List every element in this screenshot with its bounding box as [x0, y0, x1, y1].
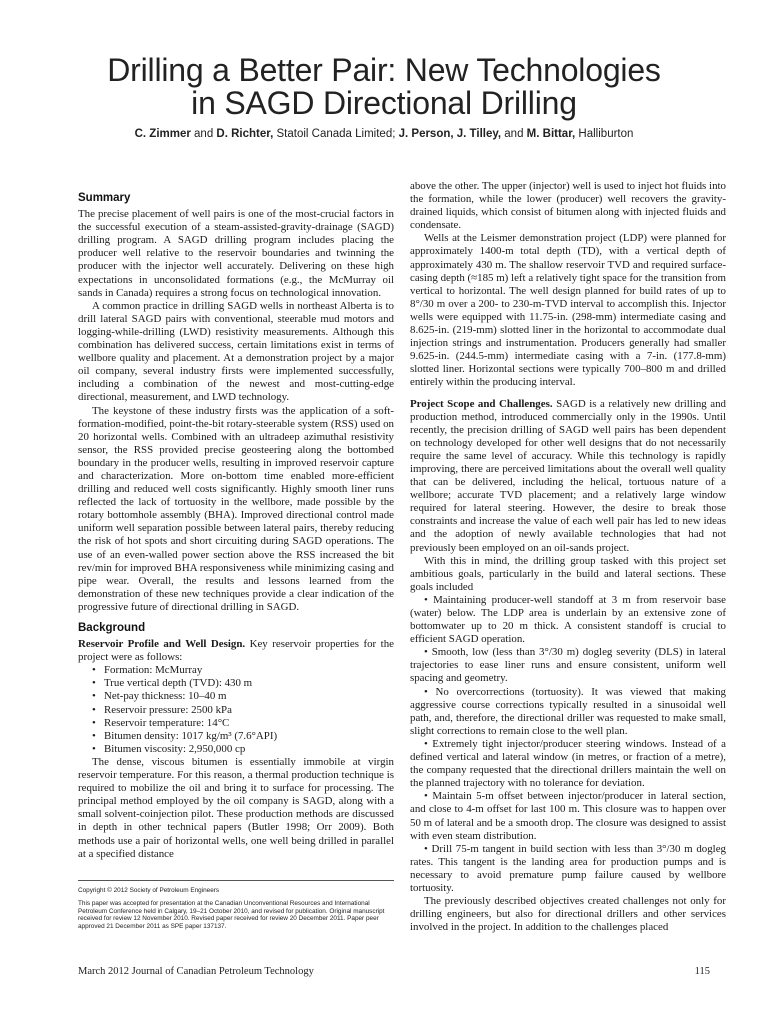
list-item: • True vertical depth (TVD): 430 m	[92, 677, 394, 690]
list-item: • Drill 75-m tangent in build section with less than 3°/30 m dogleg rates. This tangent is the landing area for production pumps and is necessary to avoid premature pump failure caused by wellbore tortuosity.	[410, 842, 726, 894]
reservoir-intro-text: Key reservoir properties for the project were as follows:	[78, 638, 394, 664]
copyright-line: Copyright © 2012 Society of Petroleum Engineers	[78, 887, 220, 894]
summary-paragraph-3: The keystone of these industry firsts was the application of a soft-formation-modified, point-the-bit rotary-steerable system (RSS) used on 20 horizontal wells. Combined with an ultradeep azimuthal resistivity sensor, the RSS provided precise geosteering along the bottombed boundary in the producer wells, resulting in improved reservoir capture and characterization. More on-bottom time enabled more-efficient drilling and reduced well costs significantly. Highly smooth liner runs reflected the lack of tortuosity in the wellbore, made possible by the rotary bottomhole assembly (BHA). Improved directional control made uniform well separation possible between lateral pairs, thereby reducing the risk of hot spots and short circuiting during SAGD operations. The use of an even-walled power section above the RSS increased the bit rev/min for improved BHA responsiveness while minimizing casing and pipe wear. Overall, the results and lessons learned from the demonstration of these new techniques provide a clear indication of the progressive future of directional drilling in SAGD.	[78, 404, 394, 613]
author-bittar: M. Bittar,	[526, 128, 576, 140]
list-item: • Bitumen density: 1017 kg/m³ (7.6°API)	[92, 730, 394, 743]
scope-paragraph	[410, 398, 726, 555]
reservoir-runin-heading: Reservoir Profile and Well Design.	[78, 638, 246, 651]
title-line-2: in SAGD Directional Drilling	[191, 85, 577, 121]
list-item: • Extremely tight injector/producer steering windows. Instead of a defined vertical and lateral window (in metres, or fraction of a metre), the company requested that the directional drillers maintain the well on the planned trajectory with no tolerance for deviation.	[410, 737, 726, 790]
author-and: and	[501, 128, 527, 140]
scope-runin-heading: Project Scope and Challenges.	[410, 397, 553, 410]
submission-note: This paper was accepted for presentation at the Canadian Unconventional Resources and International Petroleum Conference held in Calgary, 19–21 October 2010, and revised for publication. Original manuscript received for review 12 November 2010. Revised paper received for review 20 December 2011. Paper peer approved 21 December 2011 as SPE paper 137137.	[78, 899, 385, 931]
list-item: • Net-pay thickness: 10–40 m	[92, 690, 394, 703]
author-line	[0, 128, 768, 140]
title-line-1: Drilling a Better Pair: New Technologies	[107, 52, 661, 88]
list-item: • Smooth, low (less than 3°/30 m) dogleg severity (DLS) in lateral trajectories to ease liner runs and ensure consistent, uniform well spacing and geometry.	[410, 646, 726, 685]
right-paragraph-2: Wells at the Leismer demonstration project (LDP) were planned for approximately 1400-m total depth (TD), with a vertical depth of approximately 430 m. The shallow reservoir TVD and required surface-casing depth (≈185 m) left a relatively tight space for the transition from vertical to horizontal. The well design planned for build rates of up to 8°/30 m over a 200- to 230-m-TVD interval to accomplish this. Injector wells were equipped with 11.75-in. (298-mm) intermediate casing and 8.625-in. (219-mm) slotted liner in the horizontal to accommodate dual injection strings and instrumentation. Producers generally had smaller 9.625-in. (244.5-mm) intermediate casing with a 7-in. (177.8-mm) slotted liner. Horizontal sections were typically 700–800 m and drilled entirely within the producing interval.	[410, 232, 726, 389]
list-item: • Bitumen viscosity: 2,950,000 cp	[92, 743, 394, 756]
challenges-paragraph: The previously described objectives created challenges not only for drilling engineers, but also for directional drillers and other services involved in the project. In addition to the challenges placed	[410, 895, 726, 934]
list-item: • No overcorrections (tortuosity). It was viewed that making aggressive course corrections typically resulted in a sinusoidal well path, and, therefore, the directional driller was requested to make small, slight corrections to remain close to the well plan.	[410, 685, 726, 737]
reservoir-properties-list	[78, 664, 394, 756]
paper-title	[0, 54, 768, 120]
list-item: • Reservoir pressure: 2500 kPa	[92, 704, 394, 717]
footnote-divider	[78, 880, 394, 881]
page-number: 115	[694, 966, 710, 977]
background-paragraph: The dense, viscous bitumen is essentially immobile at virgin reservoir temperature. For this reason, a thermal production technique is required to mobilize the oil and bring it to surface for processing. The principal method employed by the oil company is SAGD, along with a small solvent-coinjection pilot. These production methods are discussed in depth in other technical papers (Butler 1998; Orr 2009). Both methods use a pair of horizontal wells, one well being drilled in parallel at a specified distance	[78, 755, 394, 860]
author-and: and	[190, 128, 217, 140]
right-paragraph-1: above the other. The upper (injector) well is used to inject hot fluids into the formation, while the lower (producer) well recovers the gravity-drained liquids, which consist of bitumen along with injected fluids and condensate.	[410, 180, 726, 232]
reservoir-intro	[78, 638, 394, 664]
goals-intro: With this in mind, the drilling group tasked with this project set ambitious goals, particularly in the build and lateral sections. These goals included	[410, 554, 726, 593]
summary-heading: Summary	[78, 192, 131, 204]
summary-paragraph-1: The precise placement of well pairs is one of the most-crucial factors in the successful execution of a steam-assisted-gravity-drainage (SAGD) drilling program. A SAGD drilling program includes placing the producer well relative to the reservoir boundaries and twinning the producer with the injector well accurately. Delivering on these high expectations in unconsolidated formations (e.g., the McMurray oil sands in Canada) requires a strong focus on technological innovation.	[78, 208, 394, 299]
journal-footer: March 2012 Journal of Canadian Petroleum Technology	[78, 966, 314, 977]
background-heading: Background	[78, 622, 146, 634]
list-item: • Reservoir temperature: 14°C	[92, 717, 394, 730]
summary-paragraph-2: A common practice in drilling SAGD wells in northeast Alberta is to drill lateral SAGD pairs with conventional, steerable mud motors and logging-while-drilling (LWD) resistivity measurements. Although this combination has delivered success, certain limitations exist in terms of wellbore quality and placement. At a demonstration project by a major oil company, several industry firsts were implemented successfully, including a combination of the newest and most-cutting-edge directional, measurement, and LWD technology.	[78, 299, 394, 404]
list-item: • Formation: McMurray	[92, 664, 394, 677]
list-item: • Maintain 5-m offset between injector/producer in lateral section, and close to 4-m offset for last 100 m. This closure was to happen over 50 m of lateral and be a smooth drop. The closure was designed to assist with even steam distribution.	[410, 790, 726, 842]
right-column	[410, 180, 726, 934]
author-person-tilley: J. Person, J. Tilley,	[398, 128, 502, 140]
author-zimmer: C. Zimmer	[134, 128, 191, 140]
scope-text: SAGD is a relatively new drilling and production method, introduced commercially only in the 1990s. Until recently, the precision drilling of SAGD well pairs has been dependent on technology developed for other well designs that do not necessarily require the same level of accuracy. While this technology is rapidly improving, there are perceived limitations about the overall well quality that can be delivered, including the helical, tortuous nature of a wellbore; accurate TVD placement; and a relatively large window required for lateral steering. However, the desire to break those constraints and increase the value of each well pair has led to new ideas and the adoption of newly available technologies that had not previously been employed on an oil-sands project.	[410, 397, 726, 554]
affiliation-halliburton: Halliburton	[575, 128, 634, 140]
list-item: • Maintaining producer-well standoff at 3 m from reservoir base (water) below. The LDP area is underlain by an extensive zone of bottomwater up to 20 m thick. A consistent standoff is crucial to efficient SAGD operation.	[410, 593, 726, 646]
left-column	[78, 192, 394, 861]
author-richter: D. Richter,	[216, 128, 274, 140]
copyright-footnote	[78, 880, 394, 936]
affiliation-statoil: Statoil Canada Limited;	[273, 128, 399, 140]
